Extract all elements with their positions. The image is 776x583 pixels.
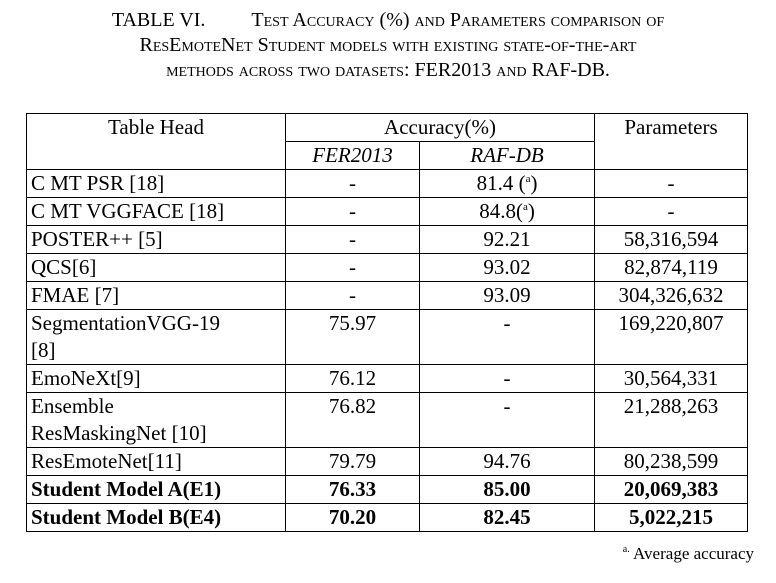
cell-parameters: 21,288,263	[595, 393, 748, 448]
cell-parameters: 169,220,807	[595, 310, 748, 365]
footnote-ref: a	[522, 201, 528, 213]
cell-parameters: -	[595, 170, 748, 198]
cell-fer2013: -	[286, 226, 420, 254]
comparison-table	[26, 113, 748, 532]
table-row	[27, 226, 748, 254]
cell-parameters: 5,022,215	[595, 504, 748, 532]
footnote-ref: a	[525, 173, 531, 185]
table-row	[27, 310, 748, 365]
header-accuracy: Accuracy(%)	[286, 114, 595, 142]
footnote-text: Average accuracy	[633, 544, 754, 563]
caption-line-2: ResEmoteNet Student models with existing state-of-the-art	[139, 34, 637, 56]
cell-rafdb: -	[420, 310, 595, 365]
cell-fer2013: 79.79	[286, 448, 420, 476]
cell-parameters: -	[595, 198, 748, 226]
cell-parameters: 304,326,632	[595, 282, 748, 310]
table-row	[27, 254, 748, 282]
caption-line-3	[0, 58, 776, 83]
cell-rafdb: 93.02	[420, 254, 595, 282]
header-row-1	[27, 114, 748, 142]
cell-rafdb: 94.76	[420, 448, 595, 476]
cell-method-line-2: ResMaskingNet [10]	[31, 421, 207, 445]
cell-rafdb-value: 81.4 (	[476, 171, 526, 195]
cell-rafdb	[420, 170, 595, 198]
cell-method: C MT VGGFACE [18]	[27, 198, 286, 226]
caption-title-3: methods across two datasets:	[166, 59, 410, 81]
table-footnote	[623, 544, 754, 564]
cell-rafdb	[420, 198, 595, 226]
header-table-head: Table Head	[27, 114, 286, 170]
cell-fer2013: 70.20	[286, 504, 420, 532]
table-row-student-b	[27, 504, 748, 532]
cell-parameters: 30,564,331	[595, 365, 748, 393]
cell-rafdb: 92.21	[420, 226, 595, 254]
caption-title-1: Test Accuracy (%) and Parameters comparison of	[251, 9, 665, 31]
table-row-student-a	[27, 476, 748, 504]
cell-method: Student Model B(E4)	[27, 504, 286, 532]
caption-and: and	[496, 59, 527, 81]
table-row	[27, 365, 748, 393]
cell-method-line-1: Ensemble	[31, 394, 114, 418]
caption-dataset-2: RAF-DB	[531, 59, 605, 81]
header-parameters: Parameters	[595, 114, 748, 170]
cell-rafdb-tail: )	[527, 199, 535, 223]
cell-rafdb-value: 84.8(	[479, 199, 523, 223]
cell-rafdb: 82.45	[420, 504, 595, 532]
cell-fer2013: -	[286, 170, 420, 198]
caption-period: .	[604, 59, 610, 81]
cell-rafdb: -	[420, 365, 595, 393]
cell-fer2013: -	[286, 254, 420, 282]
table-row	[27, 198, 748, 226]
cell-method-line-2: [8]	[31, 338, 56, 362]
table-row	[27, 282, 748, 310]
cell-method	[27, 310, 286, 365]
cell-fer2013: 76.33	[286, 476, 420, 504]
cell-parameters: 82,874,119	[595, 254, 748, 282]
table-caption	[0, 8, 776, 83]
table-row	[27, 170, 748, 198]
cell-rafdb: 85.00	[420, 476, 595, 504]
cell-method: EmoNeXt[9]	[27, 365, 286, 393]
cell-method	[27, 393, 286, 448]
caption-dataset-1: FER2013	[414, 59, 492, 81]
cell-method-line-1: SegmentationVGG-19	[31, 311, 220, 335]
cell-method: FMAE [7]	[27, 282, 286, 310]
cell-rafdb-tail: )	[530, 171, 538, 195]
table-number: TABLE VI.	[111, 9, 206, 31]
table-row	[27, 448, 748, 476]
cell-fer2013: 76.82	[286, 393, 420, 448]
header-fer2013: FER2013	[286, 142, 420, 170]
cell-rafdb: -	[420, 393, 595, 448]
footnote-mark: a.	[622, 544, 630, 555]
cell-parameters: 20,069,383	[595, 476, 748, 504]
cell-rafdb: 93.09	[420, 282, 595, 310]
cell-fer2013: -	[286, 198, 420, 226]
header-rafdb: RAF-DB	[420, 142, 595, 170]
cell-fer2013: 75.97	[286, 310, 420, 365]
cell-fer2013: -	[286, 282, 420, 310]
cell-method: Student Model A(E1)	[27, 476, 286, 504]
cell-method: ResEmoteNet[11]	[27, 448, 286, 476]
cell-method: QCS[6]	[27, 254, 286, 282]
cell-method: POSTER++ [5]	[27, 226, 286, 254]
cell-method: C MT PSR [18]	[27, 170, 286, 198]
table-row	[27, 393, 748, 448]
caption-line-1	[0, 8, 776, 33]
cell-fer2013: 76.12	[286, 365, 420, 393]
cell-parameters: 80,238,599	[595, 448, 748, 476]
cell-parameters: 58,316,594	[595, 226, 748, 254]
